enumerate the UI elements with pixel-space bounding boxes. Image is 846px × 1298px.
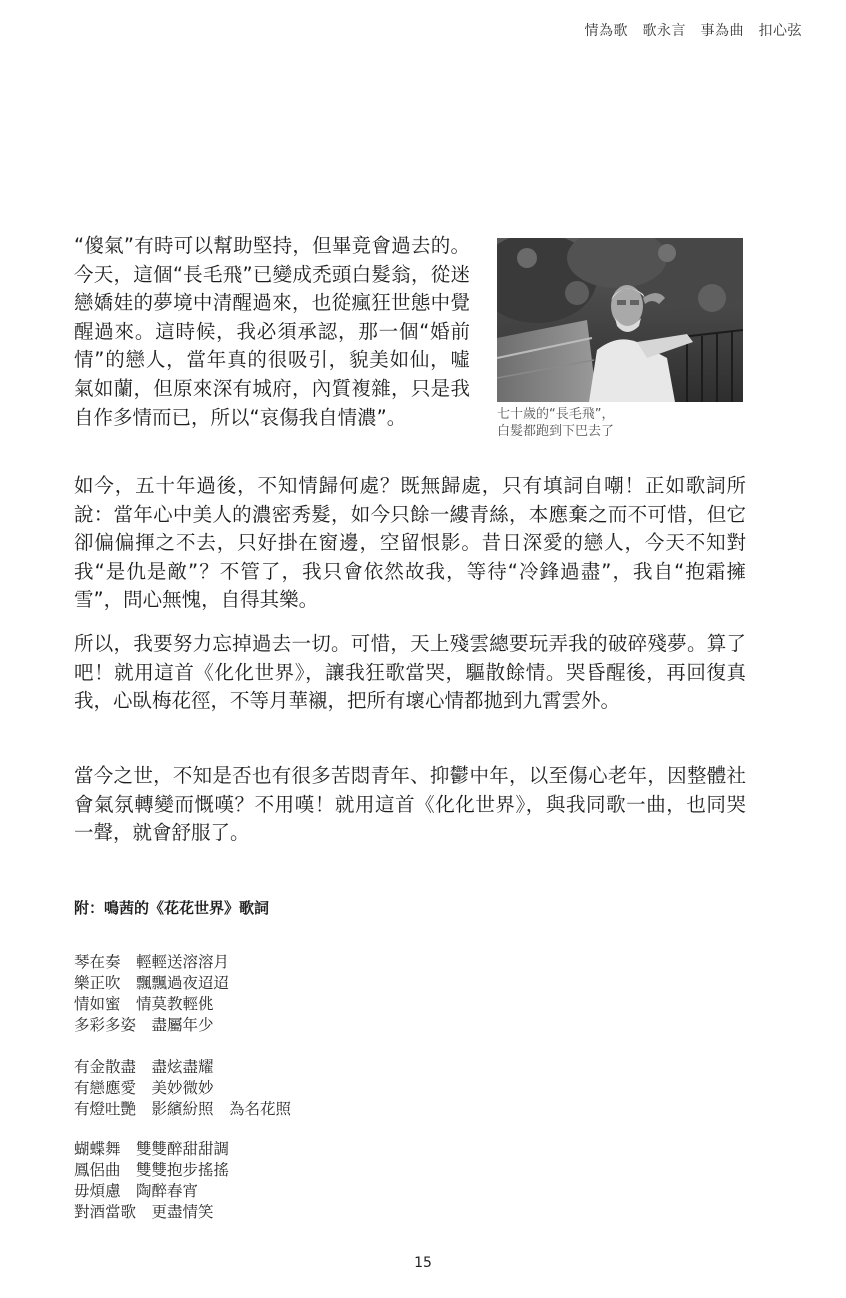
caption-line: 七十歲的“長毛飛”， (497, 407, 615, 422)
body-paragraph: 如今，五十年過後，不知情歸何處？既無歸處，只有填詞自嘲！正如歌詞所說：當年心中美人的濃密秀髮，如今只餘一縷青絲，本應棄之而不可惜，但它卻偏偏揮之不去，只好掛在窗邊，空留恨影。昔日深愛的戀人，今天不知對我“是仇是敵”？不管了，我只會依然故我，等待“冷鋒過盡”，我自“抱霜擁雪”，問心無愧，自得其樂。 (74, 474, 746, 612)
lyric-line: 有戀應愛 美妙微妙 (74, 1079, 214, 1097)
portrait-photo (497, 238, 743, 402)
lyric-line: 毋煩慮 陶醉春宵 (74, 1182, 199, 1200)
body-paragraph: 當今之世，不知是否也有很多苦悶青年、抑鬱中年，以至傷心老年，因整體社會氣氛轉變而慨嘆？不用嘆！就用這首《化化世界》，與我同歌一曲，也同哭一聲，就會舒服了。 (74, 764, 746, 845)
lyric-line: 對酒當歌 更盡情笑 (74, 1203, 214, 1221)
caption-line: 白髮都跑到下巴去了 (497, 424, 615, 439)
lyrics-stanza (74, 952, 229, 1036)
lyric-line: 有燈吐艷 影繽紛照 為名花照 (74, 1100, 292, 1118)
lyric-line: 鳳侶曲 雙雙抱步搖搖 (74, 1161, 230, 1179)
lyrics-stanza (74, 1057, 291, 1120)
running-header: 情為歌 歌永言 事為曲 扣心弦 (584, 23, 802, 39)
lyric-line: 多彩多姿 盡屬年少 (74, 1016, 214, 1034)
lyric-line: 蝴蝶舞 雙雙醉甜甜調 (74, 1140, 230, 1158)
body-paragraph: 所以，我要努力忘掉過去一切。可惜，天上殘雲總要玩弄我的破碎殘夢。算了吧！就用這首《化化世界》，讓我狂歌當哭，驅散餘情。哭昏醒後，再回復真我，心臥梅花徑，不等月華襯，把所有壞心情都拋到九霄雲外。 (74, 632, 746, 713)
intro-paragraph: “傻氣”有時可以幫助堅持，但畢竟會過去的。今天，這個“長毛飛”已變成禿頭白髮翁，從迷戀嬌娃的夢境中清醒過來，也從瘋狂世態中覺醒過來。這時候，我必須承認，那一個“婚前情”的戀人，當年真的很吸引，貌美如仙，噓氣如蘭，但原來深有城府，內質複雜，只是我自作多情而已，所以“哀傷我自情濃”。 (74, 234, 470, 429)
lyric-line: 樂正吹 飄飄過夜迢迢 (74, 974, 230, 992)
lyric-line: 琴在奏 輕輕送溶溶月 (74, 953, 230, 971)
lyrics-stanza (74, 1139, 229, 1223)
page-number: 15 (414, 1255, 432, 1271)
appendix-title: 附：鳴茜的《花花世界》歌詞 (74, 899, 270, 917)
lyric-line: 情如蜜 情莫教輕佻 (74, 995, 214, 1013)
photo-caption (497, 406, 743, 440)
lyric-line: 有金散盡 盡炫盡耀 (74, 1058, 214, 1076)
photo-figure (497, 238, 743, 440)
